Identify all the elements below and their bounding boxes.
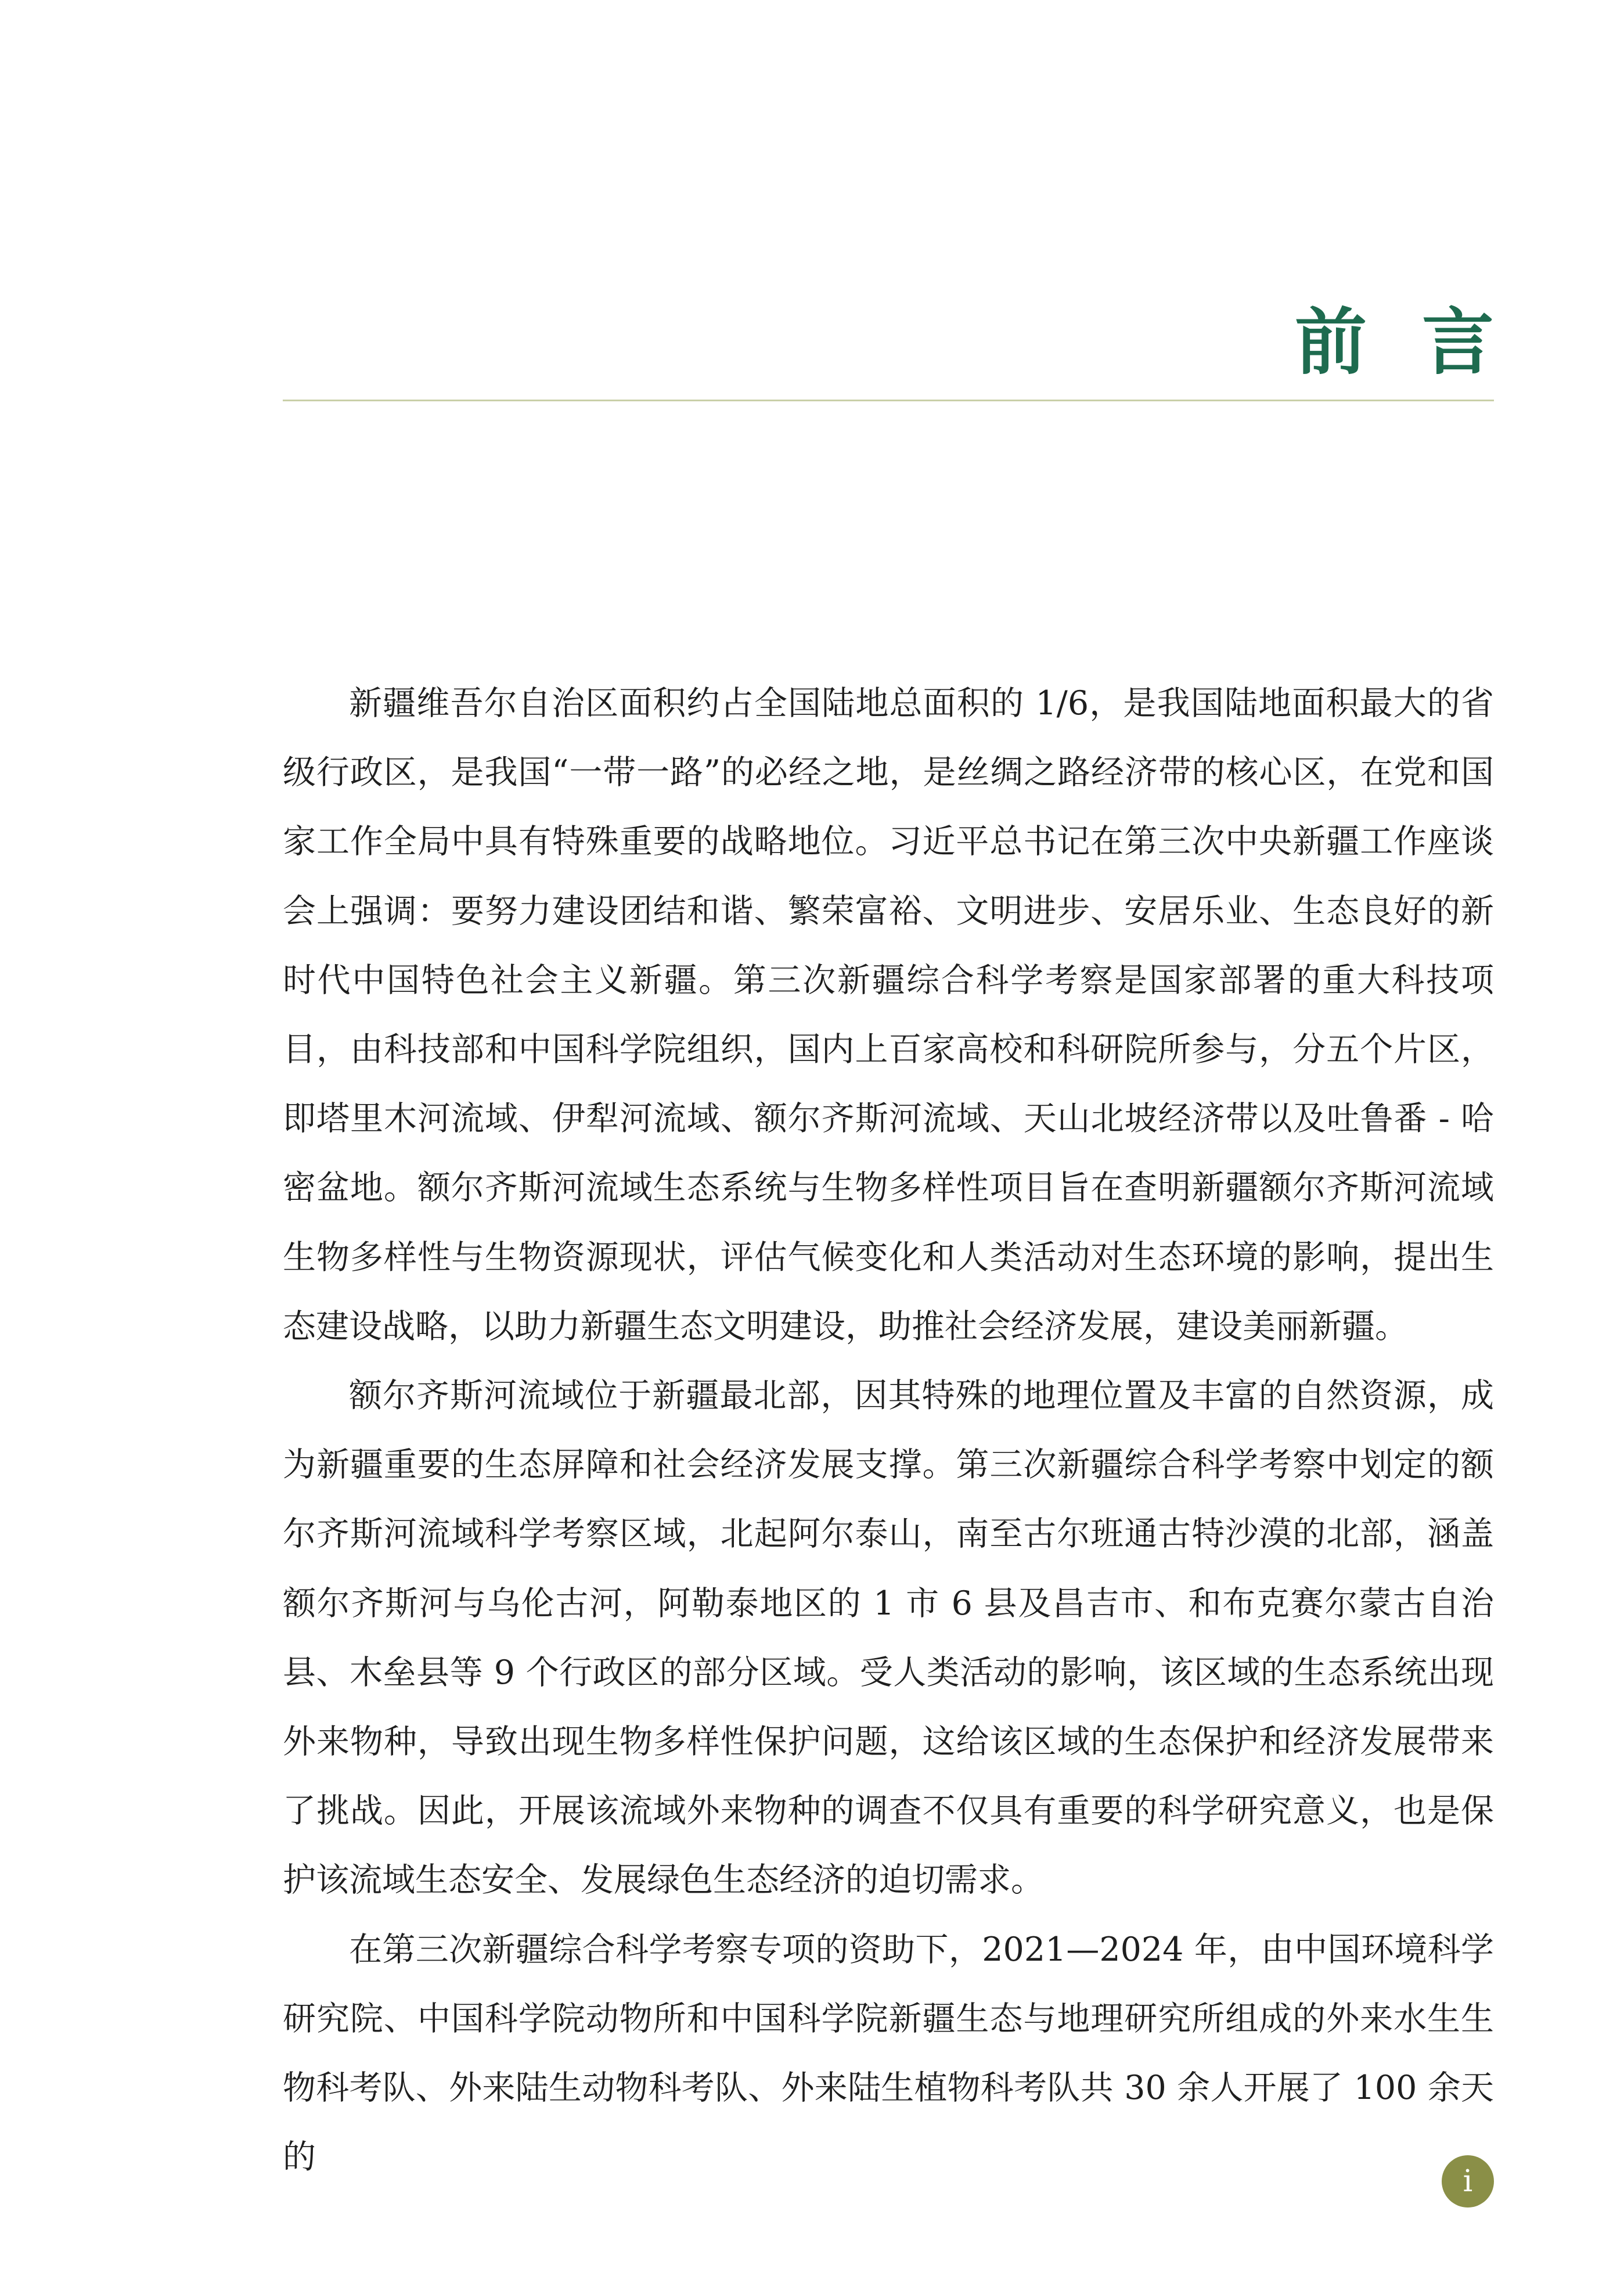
title-divider: [283, 400, 1494, 401]
paragraph-1: 新疆维吾尔自治区面积约占全国陆地总面积的 1/6，是我国陆地面积最大的省级行政区，是我国“一带一路”的必经之地，是丝绸之路经济带的核心区，在党和国家工作全局中具有特殊重要的战略地位。习近平总书记在第三次中央新疆工作座谈会上强调：要努力建设团结和谐、繁荣富裕、文明进步、安居乐业、生态良好的新时代中国特色社会主义新疆。第三次新疆综合科学考察是国家部署的重大科技项目，由科技部和中国科学院组织，国内上百家高校和科研院所参与，分五个片区，即塔里木河流域、伊犁河流域、额尔齐斯河流域、天山北坡经济带以及吐鲁番 - 哈密盆地。额尔齐斯河流域生态系统与生物多样性项目旨在查明新疆额尔齐斯河流域生物多样性与生物资源现状，评估气候变化和人类活动对生态环境的影响，提出生态建设战略，以助力新疆生态文明建设，助推社会经济发展，建设美丽新疆。: [283, 684, 1494, 1346]
page-title: 前言: [1294, 301, 1549, 384]
body-text: [283, 669, 1494, 2192]
page-number-badge: i: [1442, 2155, 1494, 2208]
paragraph-2: 额尔齐斯河流域位于新疆最北部，因其特殊的地理位置及丰富的自然资源，成为新疆重要的生态屏障和社会经济发展支撑。第三次新疆综合科学考察中划定的额尔齐斯河流域科学考察区域，北起阿尔泰山，南至古尔班通古特沙漠的北部，涵盖额尔齐斯河与乌伦古河，阿勒泰地区的 1 市 6 县及昌吉市、和布克赛尔蒙古自治县、木垒县等 9 个行政区的部分区域。受人类活动的影响，该区域的生态系统出现外来物种，导致出现生物多样性保护问题，这给该区域的生态保护和经济发展带来了挑战。因此，开展该流域外来物种的调查不仅具有重要的科学研究意义，也是保护该流域生态安全、发展绿色生态经济的迫切需求。: [283, 1376, 1494, 1900]
paragraph-3: 在第三次新疆综合科学考察专项的资助下，2021—2024 年，由中国环境科学研究院、中国科学院动物所和中国科学院新疆生态与地理研究所组成的外来水生生物科考队、外来陆生动物科考队、外来陆生植物科考队共 30 余人开展了 100 余天的: [283, 1930, 1494, 2177]
